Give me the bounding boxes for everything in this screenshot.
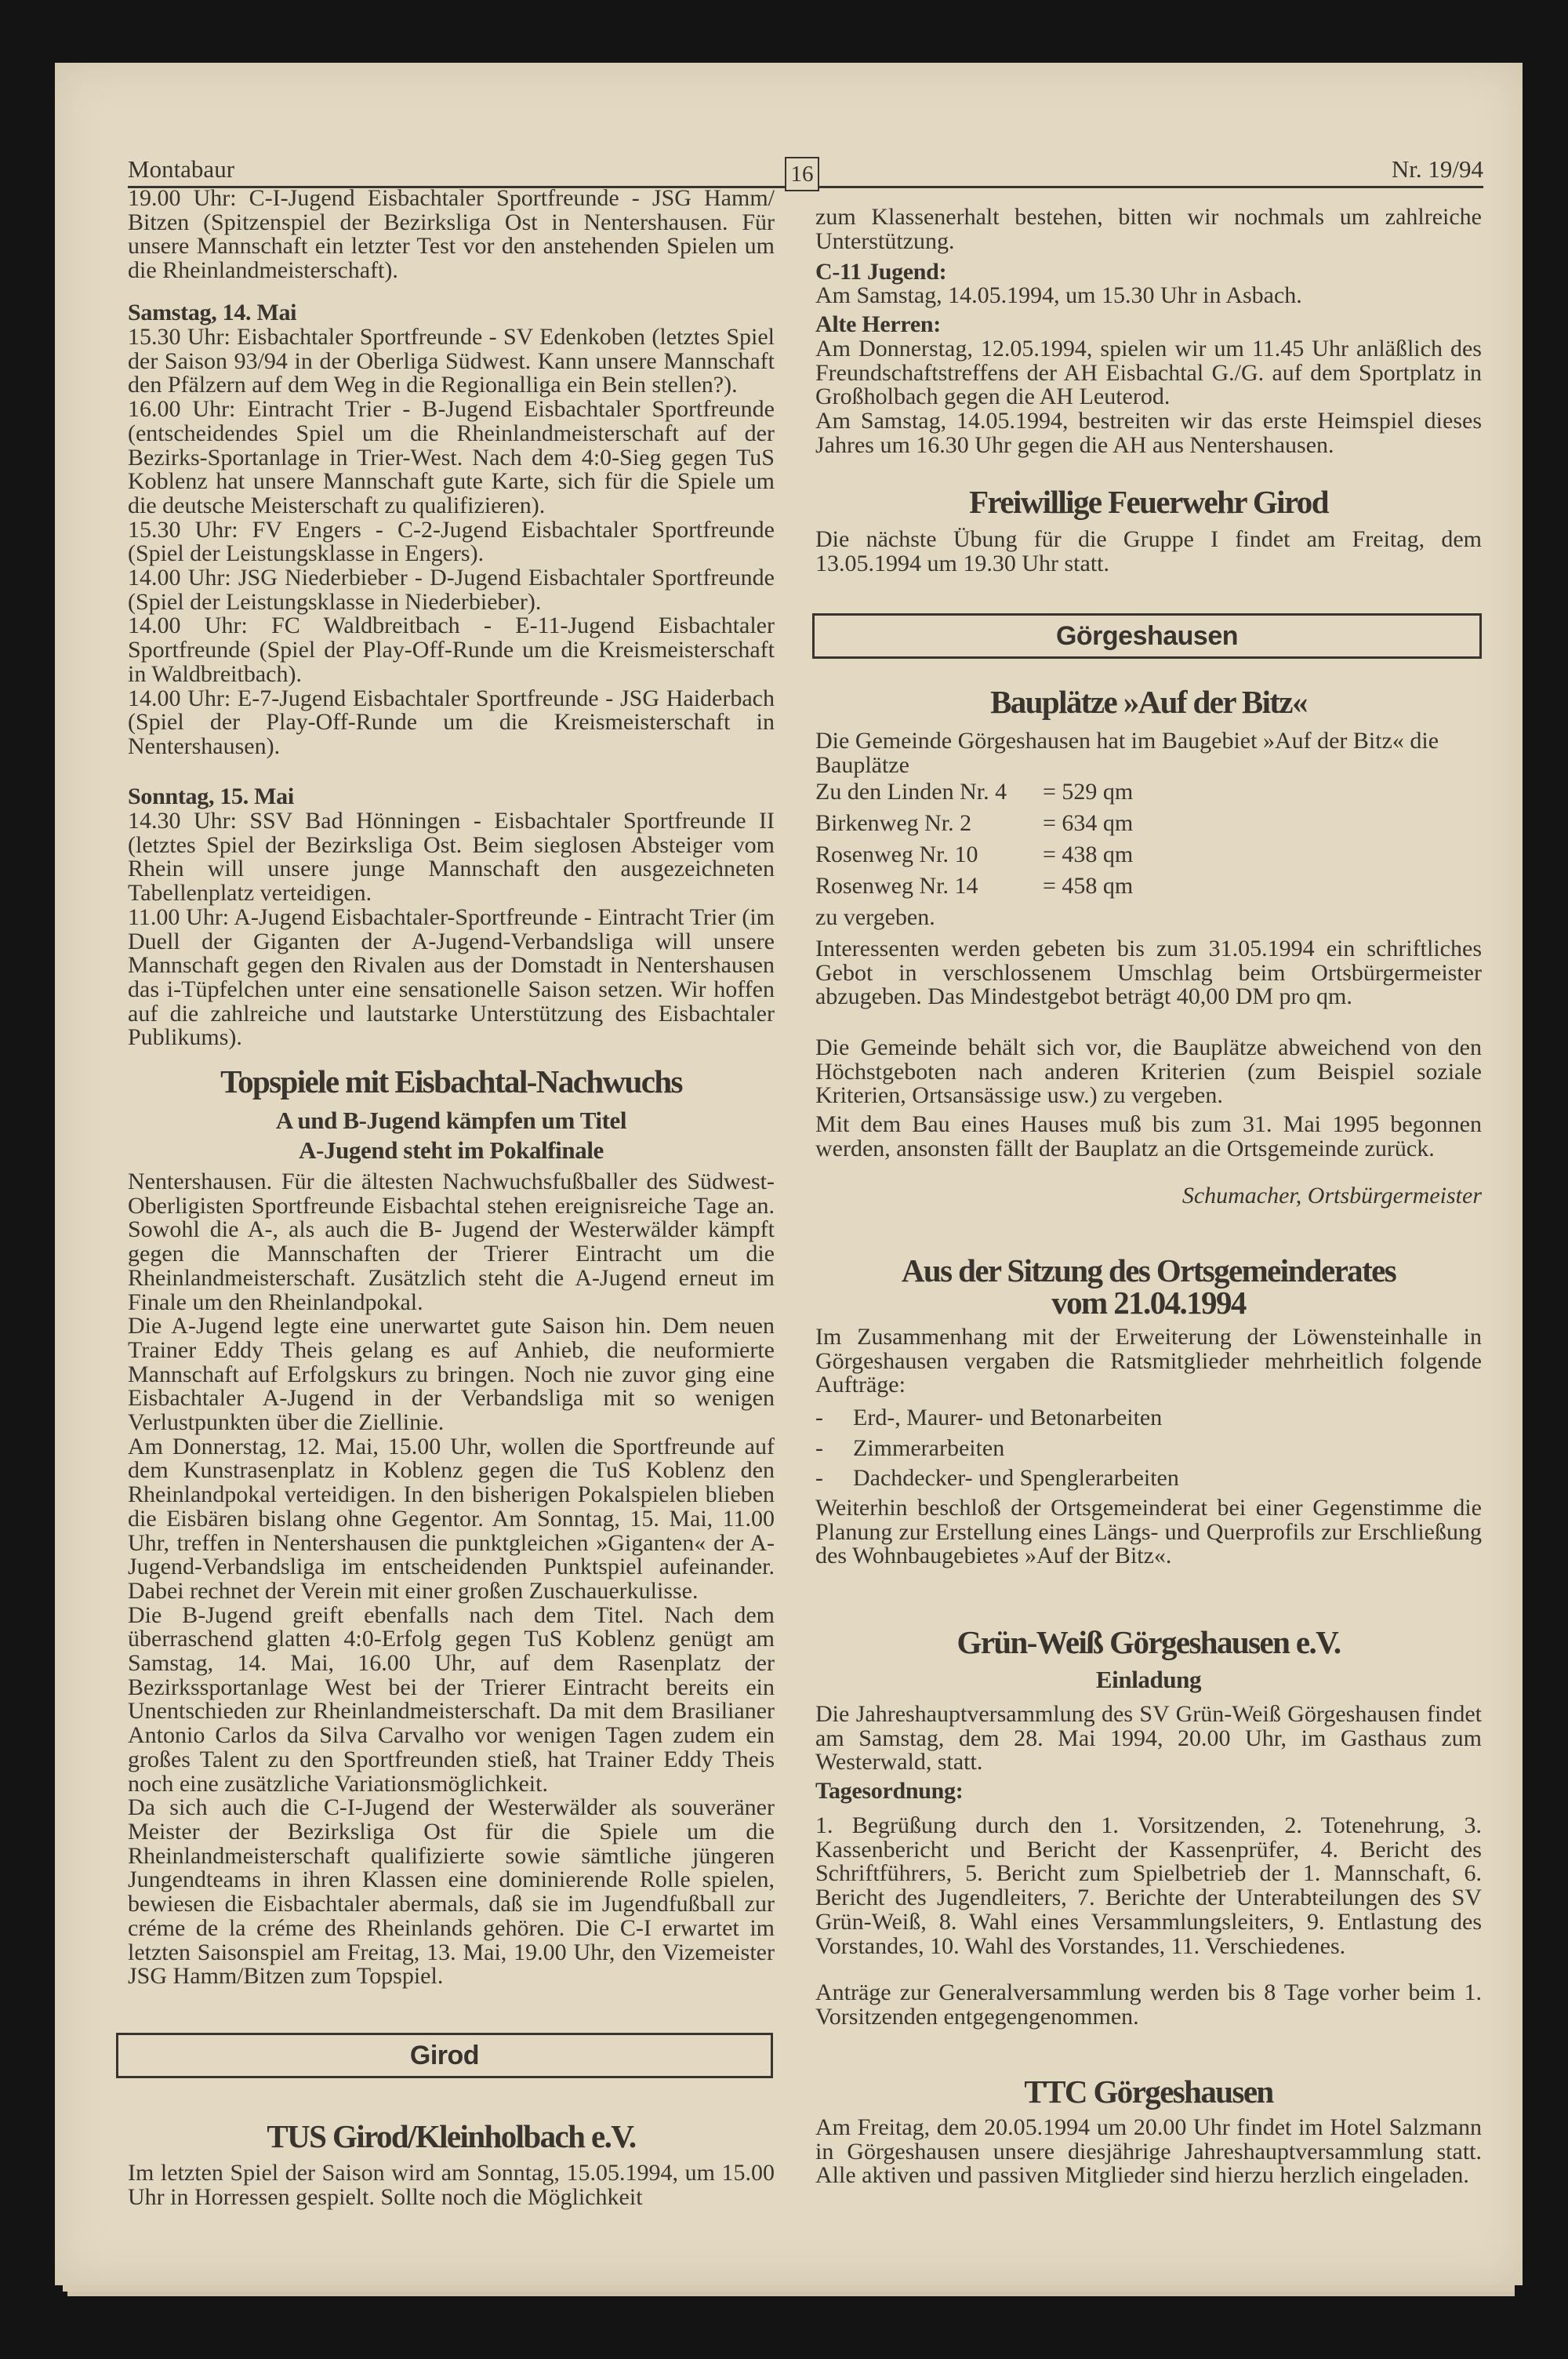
plot-row	[815, 776, 1482, 808]
tus-title: TUS Girod/Kleinholbach e.V.	[267, 2118, 636, 2154]
alte-herren-section	[815, 312, 1482, 458]
topspiele-article	[128, 1170, 775, 1989]
header-rule	[819, 186, 1483, 188]
saturday-heading: Samstag, 14. Mai	[128, 300, 297, 325]
sitzung-list	[815, 1403, 1482, 1494]
plot-street: Birkenweg Nr. 2	[815, 810, 972, 836]
plot-size: = 458 qm	[1043, 873, 1134, 899]
plot-size: = 529 qm	[1043, 779, 1134, 805]
bauplaetze-intro: Die Gemeinde Görgeshausen hat im Baugebiet »Auf der Bitz« die Bauplätze	[815, 728, 1439, 778]
bauplaetze-paragraph: Die Gemeinde behält sich vor, die Bauplätze abweichend von den Höchstgeboten nach anderen Kriterien (zum Beispiel soziale Kriterien, Ortsansässige usw.) zu vergeben.	[815, 1034, 1482, 1109]
schedule-item: 14.00 Uhr: JSG Niederbieber - D-Jugend Eisbachtaler Sportfreunde (Spiel der Leistungsklasse in Niederbieber).	[128, 565, 775, 615]
header-place: Montabaur	[128, 155, 235, 183]
section-box-goergeshausen: Görgeshausen	[812, 613, 1482, 659]
page-number: 16	[785, 157, 819, 191]
list-item	[815, 1463, 1482, 1494]
agenda-heading: Tagesordnung:	[815, 1778, 964, 1804]
article-paragraph: Am Donnerstag, 12. Mai, 15.00 Uhr, wollen die Sportfreunde auf dem Kunstrasenplatz in Koblenz gegen die TuS Koblenz den Rheinlandpokal verteidigen. In den bisherigen Pokalspielen blieben die Eisbären bislang ohne Gegentor. Am Sonntag, 15. Mai, 11.00 Uhr, treffen in Nentershausen die punktgleichen »Giganten« der A-Jugend-Verbandsliga im entscheidenden Punktspiel aufeinander. Dabei rechnet der Verein mit einer großen Zuschauerkulisse.	[128, 1433, 775, 1604]
feuerwehr-text: Die nächste Übung für die Gruppe I findet am Freitag, dem 13.05.1994 um 19.30 Uhr statt.	[815, 526, 1482, 576]
list-item	[815, 1403, 1482, 1434]
article-paragraph: Die A-Jugend legte eine unerwartet gute Saison hin. Dem neuen Trainer Eddy Theis gelang es auf Anhieb, die neuformierte Mannschaft auf Erfolgskurs zu bringen. Noch nie zuvor ging eine Eisbachtaler A-Jugend in der Verbandsliga mit so wenigen Verlustpunkten über die Ziellinie.	[128, 1313, 775, 1436]
article-paragraph: Nentershausen. Für die ältesten Nachwuchsfußballer des Südwest-Oberligisten Sportfreunde Eisbachtal stehen ereignisreiche Tage an. Sowohl die A-, als auch die B- Jugend der Westerwälder kämpft gegen die Mannschaften der Trierer Eintracht um die Rheinlandmeisterschaft. Zusätzlich steht die A-Jugend erneut im Finale um den Rheinlandpokal.	[128, 1169, 775, 1315]
c11-heading: C-11 Jugend:	[815, 259, 947, 285]
bauplaetze-paragraph: Mit dem Bau eines Hauses muß bis zum 31. Mai 1995 begonnen werden, ansonsten fällt der Bauplatz an die Ortsgemeinde zurück.	[815, 1111, 1482, 1161]
topspiele-title: Topspiele mit Eisbachtal-Nachwuchs	[220, 1063, 682, 1100]
signature: Schumacher, Ortsbürgermeister	[1181, 1183, 1482, 1209]
plot-row	[815, 839, 1482, 871]
continuation-text: zum Klassenerhalt bestehen, bitten wir nochmals um zahlreiche Unterstützung.	[815, 204, 1482, 254]
list-item-text: Erd-, Maurer- und Betonarbeiten	[853, 1405, 1163, 1430]
sitzung-title: Aus der Sitzung des Ortsgemeinderates	[901, 1252, 1396, 1289]
sunday-heading: Sonntag, 15. Mai	[128, 783, 294, 809]
tus-text: Im letzten Spiel der Saison wird am Sonntag, 15.05.1994, um 15.00 Uhr in Horressen gespielt. Sollte noch die Möglichkeit	[128, 2160, 775, 2210]
article-paragraph: Die B-Jugend greift ebenfalls nach dem Titel. Nach dem überraschend glatten 4:0-Erfolg gegen TuS Koblenz genügt am Samstag, 14. Mai, 16.00 Uhr, auf dem Rasenplatz der Bezirkssportanlage West bei der Trierer Eintracht bereits ein Unentschieden zur Rheinlandmeisterschaft. Da mit dem Brasilianer Antonio Carlos da Silva Carvalho vor wenigen Tagen zudem ein großes Talent zu den Sportfreunden stieß, hat Trainer Eddy Theis noch eine zusätzliche Variationsmöglichkeit.	[128, 1601, 775, 1797]
issue-number: Nr. 19/94	[1391, 155, 1483, 183]
alte-herren-heading: Alte Herren:	[815, 311, 941, 337]
schedule-item: 14.00 Uhr: FC Waldbreitbach - E-11-Jugend Eisbachtaler Sportfreunde (Spiel der Play-Off-Runde um die Kreismeisterschaft in Waldbreitbach).	[128, 612, 775, 687]
sitzung-date: vom 21.04.1994	[1051, 1285, 1246, 1321]
alte-herren-item: Am Samstag, 14.05.1994, bestreiten wir das erste Heimspiel dieses Jahres um 16.30 Uhr gegen die AH aus Nentershausen.	[815, 408, 1482, 458]
plots-outro: zu vergeben.	[815, 904, 935, 930]
bullet: -	[815, 1465, 823, 1491]
list-item	[815, 1434, 1482, 1464]
schedule-item: 16.00 Uhr: Eintracht Trier - B-Jugend Eisbachtaler Sportfreunde (entscheidendes Spiel um die Rheinlandmeisterschaft auf der Bezirks-Sportanlage in Trier-West. Nach dem 4:0-Sieg gegen TuS Koblenz hat unsere Mannschaft gute Karte, sich für die Spiele um die deutsche Meisterschaft zu qualifizieren).	[128, 396, 775, 518]
bauplaetze-paragraph: Interessenten werden gebeten bis zum 31.05.1994 ein schriftliches Gebot in verschlossenem Umschlag beim Ortsbürgermeister abzugeben. Das Mindestgebot beträgt 40,00 DM pro qm.	[815, 936, 1482, 1010]
bullet: -	[815, 1405, 823, 1430]
schedule-item: 15.30 Uhr: FV Engers - C-2-Jugend Eisbachtaler Sportfreunde (Spiel der Leistungsklasse in Engers).	[128, 516, 775, 567]
ttc-text: Am Freitag, dem 20.05.1994 um 20.00 Uhr findet im Hotel Salzmann in Görgeshausen unsere diesjährige Jahreshauptversammlung statt. Alle aktiven und passiven Mitglieder sind hierzu herzlich eingeladen.	[815, 2114, 1482, 2189]
c11-text: Am Samstag, 14.05.1994, um 15.30 Uhr in Asbach.	[815, 282, 1302, 308]
plot-row	[815, 808, 1482, 839]
plot-street: Rosenweg Nr. 14	[815, 873, 978, 899]
section-box-girod: Girod	[116, 2033, 773, 2078]
sitzung-outro: Weiterhin beschloß der Ortsgemeinderat bei einer Gegenstimme die Planung zur Erstellung eines Längs- und Querprofils zur Erschließung des Wohnbaugebietes »Auf der Bitz«.	[815, 1495, 1482, 1569]
gruenweiss-title: Grün-Weiß Görgeshausen e.V.	[956, 1624, 1341, 1660]
plot-size: = 634 qm	[1043, 810, 1134, 836]
alte-herren-item: Am Donnerstag, 12.05.1994, spielen wir um 11.45 Uhr anläßlich des Freundschaftstreffens der AH Eisbachtal G./G. auf dem Sportplatz in Großholbach gegen die AH Leuterod.	[815, 336, 1482, 410]
plot-size: = 438 qm	[1043, 841, 1134, 867]
schedule-item: 15.30 Uhr: Eisbachtaler Sportfreunde - SV Edenkoben (letztes Spiel der Saison 93/94 in der Oberliga Südwest. Kann unsere Mannschaft den Pfälzern auf dem Weg in die Regionalliga ein Bein stellen?).	[128, 324, 775, 398]
article-paragraph: Da sich auch die C-I-Jugend der Westerwälder als souveräner Meister der Bezirksliga Ost für die Spiele um die Rheinlandmeisterschaft qualifizierte sowie sämtliche jüngeren Jungendteams in ihren Klassen eine dominierende Rolle spielen, bewiesen die Eisbachtaler abermals, daß sie im Jugendfußball zur créme de la créme des Rheinlands gehören. Die C-I erwartet im letzten Saisonspiel am Freitag, 13. Mai, 19.00 Uhr, den Vizemeister JSG Hamm/Bitzen zum Topspiel.	[128, 1794, 775, 1990]
plot-street: Zu den Linden Nr. 4	[815, 779, 1007, 805]
antraege-text: Anträge zur Generalversammlung werden bis 8 Tage vorher beim 1. Vorsitzenden entgegengenommen.	[815, 1979, 1482, 2030]
gruenweiss-text: Die Jahreshauptversammlung des SV Grün-Weiß Görgeshausen findet am Samstag, dem 28. Mai 1994, 20.00 Uhr, im Gasthaus zum Westerwald, statt.	[815, 1701, 1482, 1776]
sunday-section	[128, 784, 775, 1050]
topspiele-subtitle: A und B-Jugend kämpfen um Titel	[275, 1107, 627, 1134]
feuerwehr-title: Freiwillige Feuerwehr Girod	[969, 484, 1328, 520]
ttc-title: TTC Görgeshausen	[1024, 2074, 1273, 2110]
bullet: -	[815, 1434, 823, 1461]
schedule-item: 11.00 Uhr: A-Jugend Eisbachtaler-Sportfreunde - Eintracht Trier (im Duell der Giganten der A-Jugend-Verbandsliga will unsere Mannschaft gegen den Rivalen aus der Domstadt in Nentershausen das i-Tüpfelchen unter eine sensationelle Saison setzen. Wir hoffen auf die zahlreiche und lautstarke Unterstützung des Eisbachtaler Publikums).	[128, 903, 775, 1051]
plot-table	[815, 776, 1482, 933]
schedule-item: 14.00 Uhr: E-7-Jugend Eisbachtaler Sportfreunde - JSG Haiderbach (Spiel der Play-Off-Runde um die Kreismeisterschaft in Nentershausen).	[128, 685, 775, 759]
plot-street: Rosenweg Nr. 10	[815, 841, 978, 867]
list-item-text: Zimmerarbeiten	[853, 1434, 1005, 1461]
schedule-intro: 19.00 Uhr: C-I-Jugend Eisbachtaler Sportfreunde - JSG Hamm/ Bitzen (Spitzenspiel der Bezirksliga Ost in Nentershausen. Für unsere Mannschaft ein letzter Test vor den anstehenden Spielen um die Rheinlandmeisterschaft).	[128, 185, 775, 284]
schedule-item: 14.30 Uhr: SSV Bad Hönningen - Eisbachtaler Sportfreunde II (letztes Spiel der Bezirksliga Ost. Beim sieglosen Absteiger vom Rhein will unsere junge Mannschaft den ausgezeichneten Tabellenplatz verteidigen.	[128, 808, 775, 907]
topspiele-subtitle: A-Jugend steht im Pokalfinale	[299, 1136, 604, 1164]
list-item-text: Dachdecker- und Spenglerarbeiten	[853, 1465, 1179, 1491]
sitzung-intro: Im Zusammenhang mit der Erweiterung der Löwensteinhalle in Görgeshausen vergaben die Ratsmitglieder mehrheitlich folgende Aufträge:	[815, 1324, 1482, 1398]
gruenweiss-subtitle: Einladung	[1095, 1666, 1202, 1693]
saturday-section	[128, 300, 775, 759]
plot-row	[815, 871, 1482, 902]
agenda-text: 1. Begrüßung durch den 1. Vorsitzenden, 2. Totenehrung, 3. Kassenbericht und Bericht der Kassenprüfer, 4. Bericht des Schriftführers, 5. Bericht zum Spielbetrieb der 1. Mannschaft, 6. Bericht des Jugendleiters, 7. Berichte der Unterabteilungen des SV Grün-Weiß, 8. Wahl eines Versammlungsleiters, 9. Entlastung des Vorstandes, 10. Wahl des Vorstandes, 11. Verschiedenes.	[815, 1812, 1482, 1959]
bauplaetze-title: Bauplätze »Auf der Bitz«	[990, 684, 1307, 720]
